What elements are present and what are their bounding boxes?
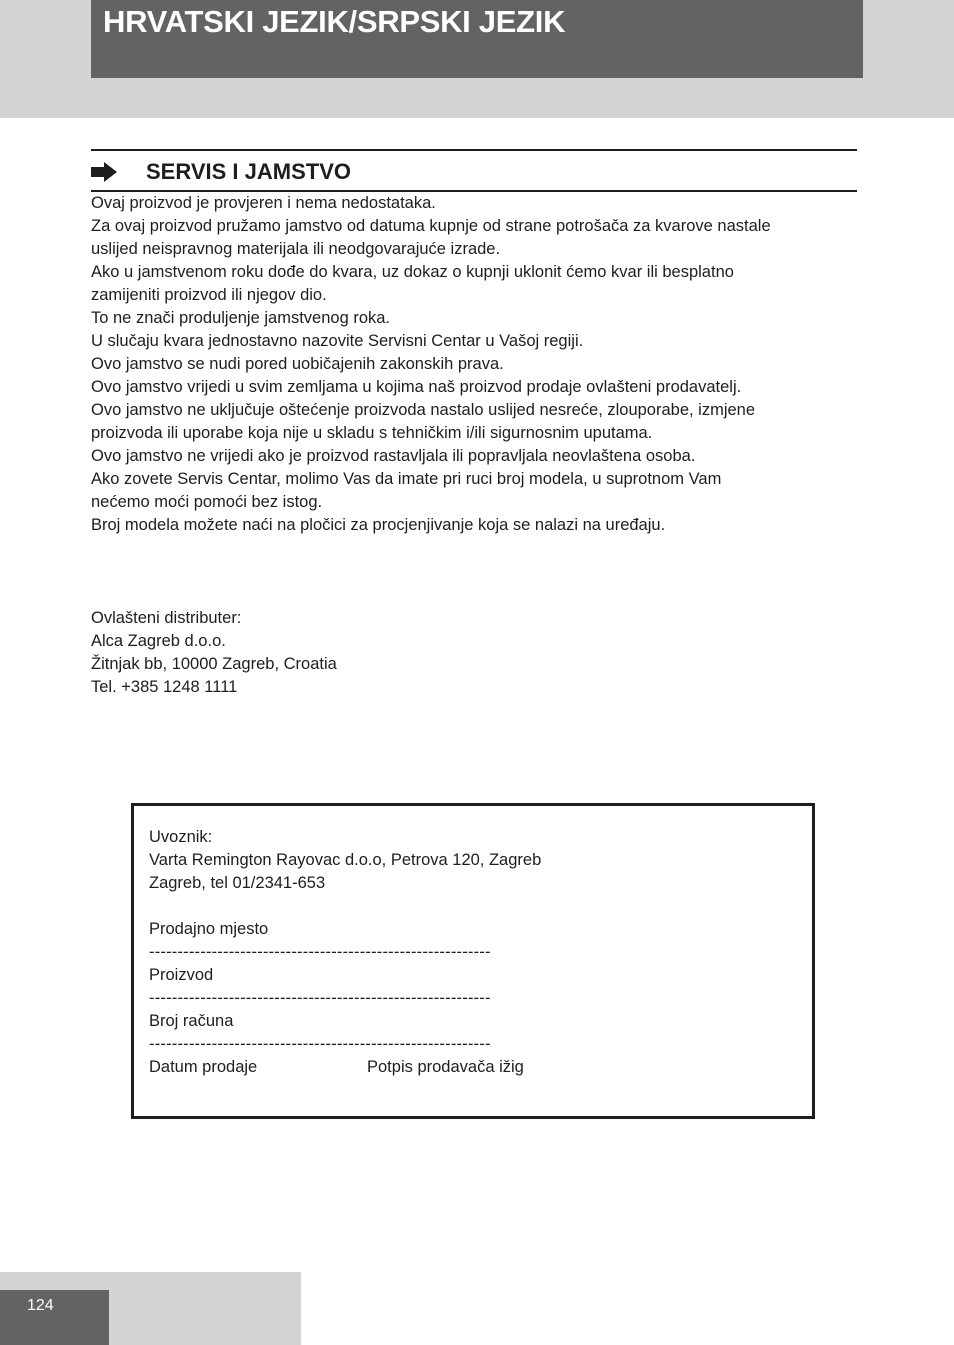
body-line: Ovaj proizvod je provjeren i nema nedostataka.	[91, 194, 436, 212]
importer-name: Varta Remington Rayovac d.o.o, Petrova 120, Zagreb	[149, 851, 542, 869]
distributor-address: Žitnjak bb, 10000 Zagreb, Croatia	[91, 655, 337, 673]
body-line: Ako u jamstvenom roku dođe do kvara, uz dokaz o kupnji uklonit ćemo kvar ili besplatno	[91, 263, 734, 281]
product-line: ------------------------------------------------------------	[149, 989, 491, 1007]
warranty-text	[91, 192, 861, 537]
importer-label: Uvoznik:	[149, 828, 213, 846]
sale-date-label: Datum prodaje	[149, 1058, 258, 1076]
body-line: Ako zovete Servis Centar, molimo Vas da imate pri ruci broj modela, u suprotnom Vam	[91, 470, 722, 488]
section-rule-top	[91, 149, 857, 151]
page-number: 124	[27, 1297, 54, 1314]
body-line: Ovo jamstvo se nudi pored uobičajenih zakonskih prava.	[91, 355, 504, 373]
distributor-info	[91, 607, 337, 699]
product-label: Proizvod	[149, 966, 214, 984]
body-line: nećemo moći pomoći bez istog.	[91, 493, 323, 511]
body-line: Ovo jamstvo vrijedi u svim zemljama u kojima naš proizvod prodaje ovlašteni prodavatelj.	[91, 378, 742, 396]
title-bar	[91, 0, 863, 78]
right-arrow-icon	[91, 162, 117, 182]
page-number-box	[0, 1290, 109, 1345]
body-line: proizvoda ili uporabe koja nije u skladu s tehničkim i/ili sigurnosnim uputama.	[91, 424, 653, 442]
invoice-line: ------------------------------------------------------------	[149, 1035, 491, 1053]
warranty-card	[131, 803, 815, 1119]
body-line: Ovo jamstvo ne vrijedi ako je proizvod rastavljala ili popravljala neovlaštena osoba.	[91, 447, 696, 465]
signature-label: Potpis prodavača ižig	[367, 1058, 524, 1076]
distributor-phone: Tel. +385 1248 1111	[91, 678, 238, 696]
body-line: uslijed neispravnog materijala ili neodgovarajuće izrade.	[91, 240, 501, 258]
sign-row	[149, 1056, 569, 1079]
body-line: Za ovaj proizvod pružamo jamstvo od datuma kupnje od strane potrošača za kvarove nastale	[91, 217, 771, 235]
page-title: HRVATSKI JEZIK/SRPSKI JEZIK	[103, 4, 566, 39]
distributor-label: Ovlašteni distributer:	[91, 609, 242, 627]
body-line: Ovo jamstvo ne uključuje oštećenje proizvoda nastalo uslijed nesreće, zlouporabe, izmjene	[91, 401, 756, 419]
body-line: U slučaju kvara jednostavno nazovite Servisni Centar u Vašoj regiji.	[91, 332, 584, 350]
body-line: Broj modela možete naći na pločici za procjenjivanje koja se nalazi na uređaju.	[91, 516, 666, 534]
sale-place-line: ------------------------------------------------------------	[149, 943, 491, 961]
section-title: SERVIS I JAMSTVO	[146, 159, 351, 184]
invoice-label: Broj računa	[149, 1012, 234, 1030]
body-line: To ne znači produljenje jamstvenog roka.	[91, 309, 391, 327]
distributor-name: Alca Zagreb d.o.o.	[91, 632, 226, 650]
body-line: zamijeniti proizvod ili njegov dio.	[91, 286, 327, 304]
importer-city: Zagreb, tel 01/2341-653	[149, 874, 326, 892]
sale-place-label: Prodajno mjesto	[149, 920, 269, 938]
